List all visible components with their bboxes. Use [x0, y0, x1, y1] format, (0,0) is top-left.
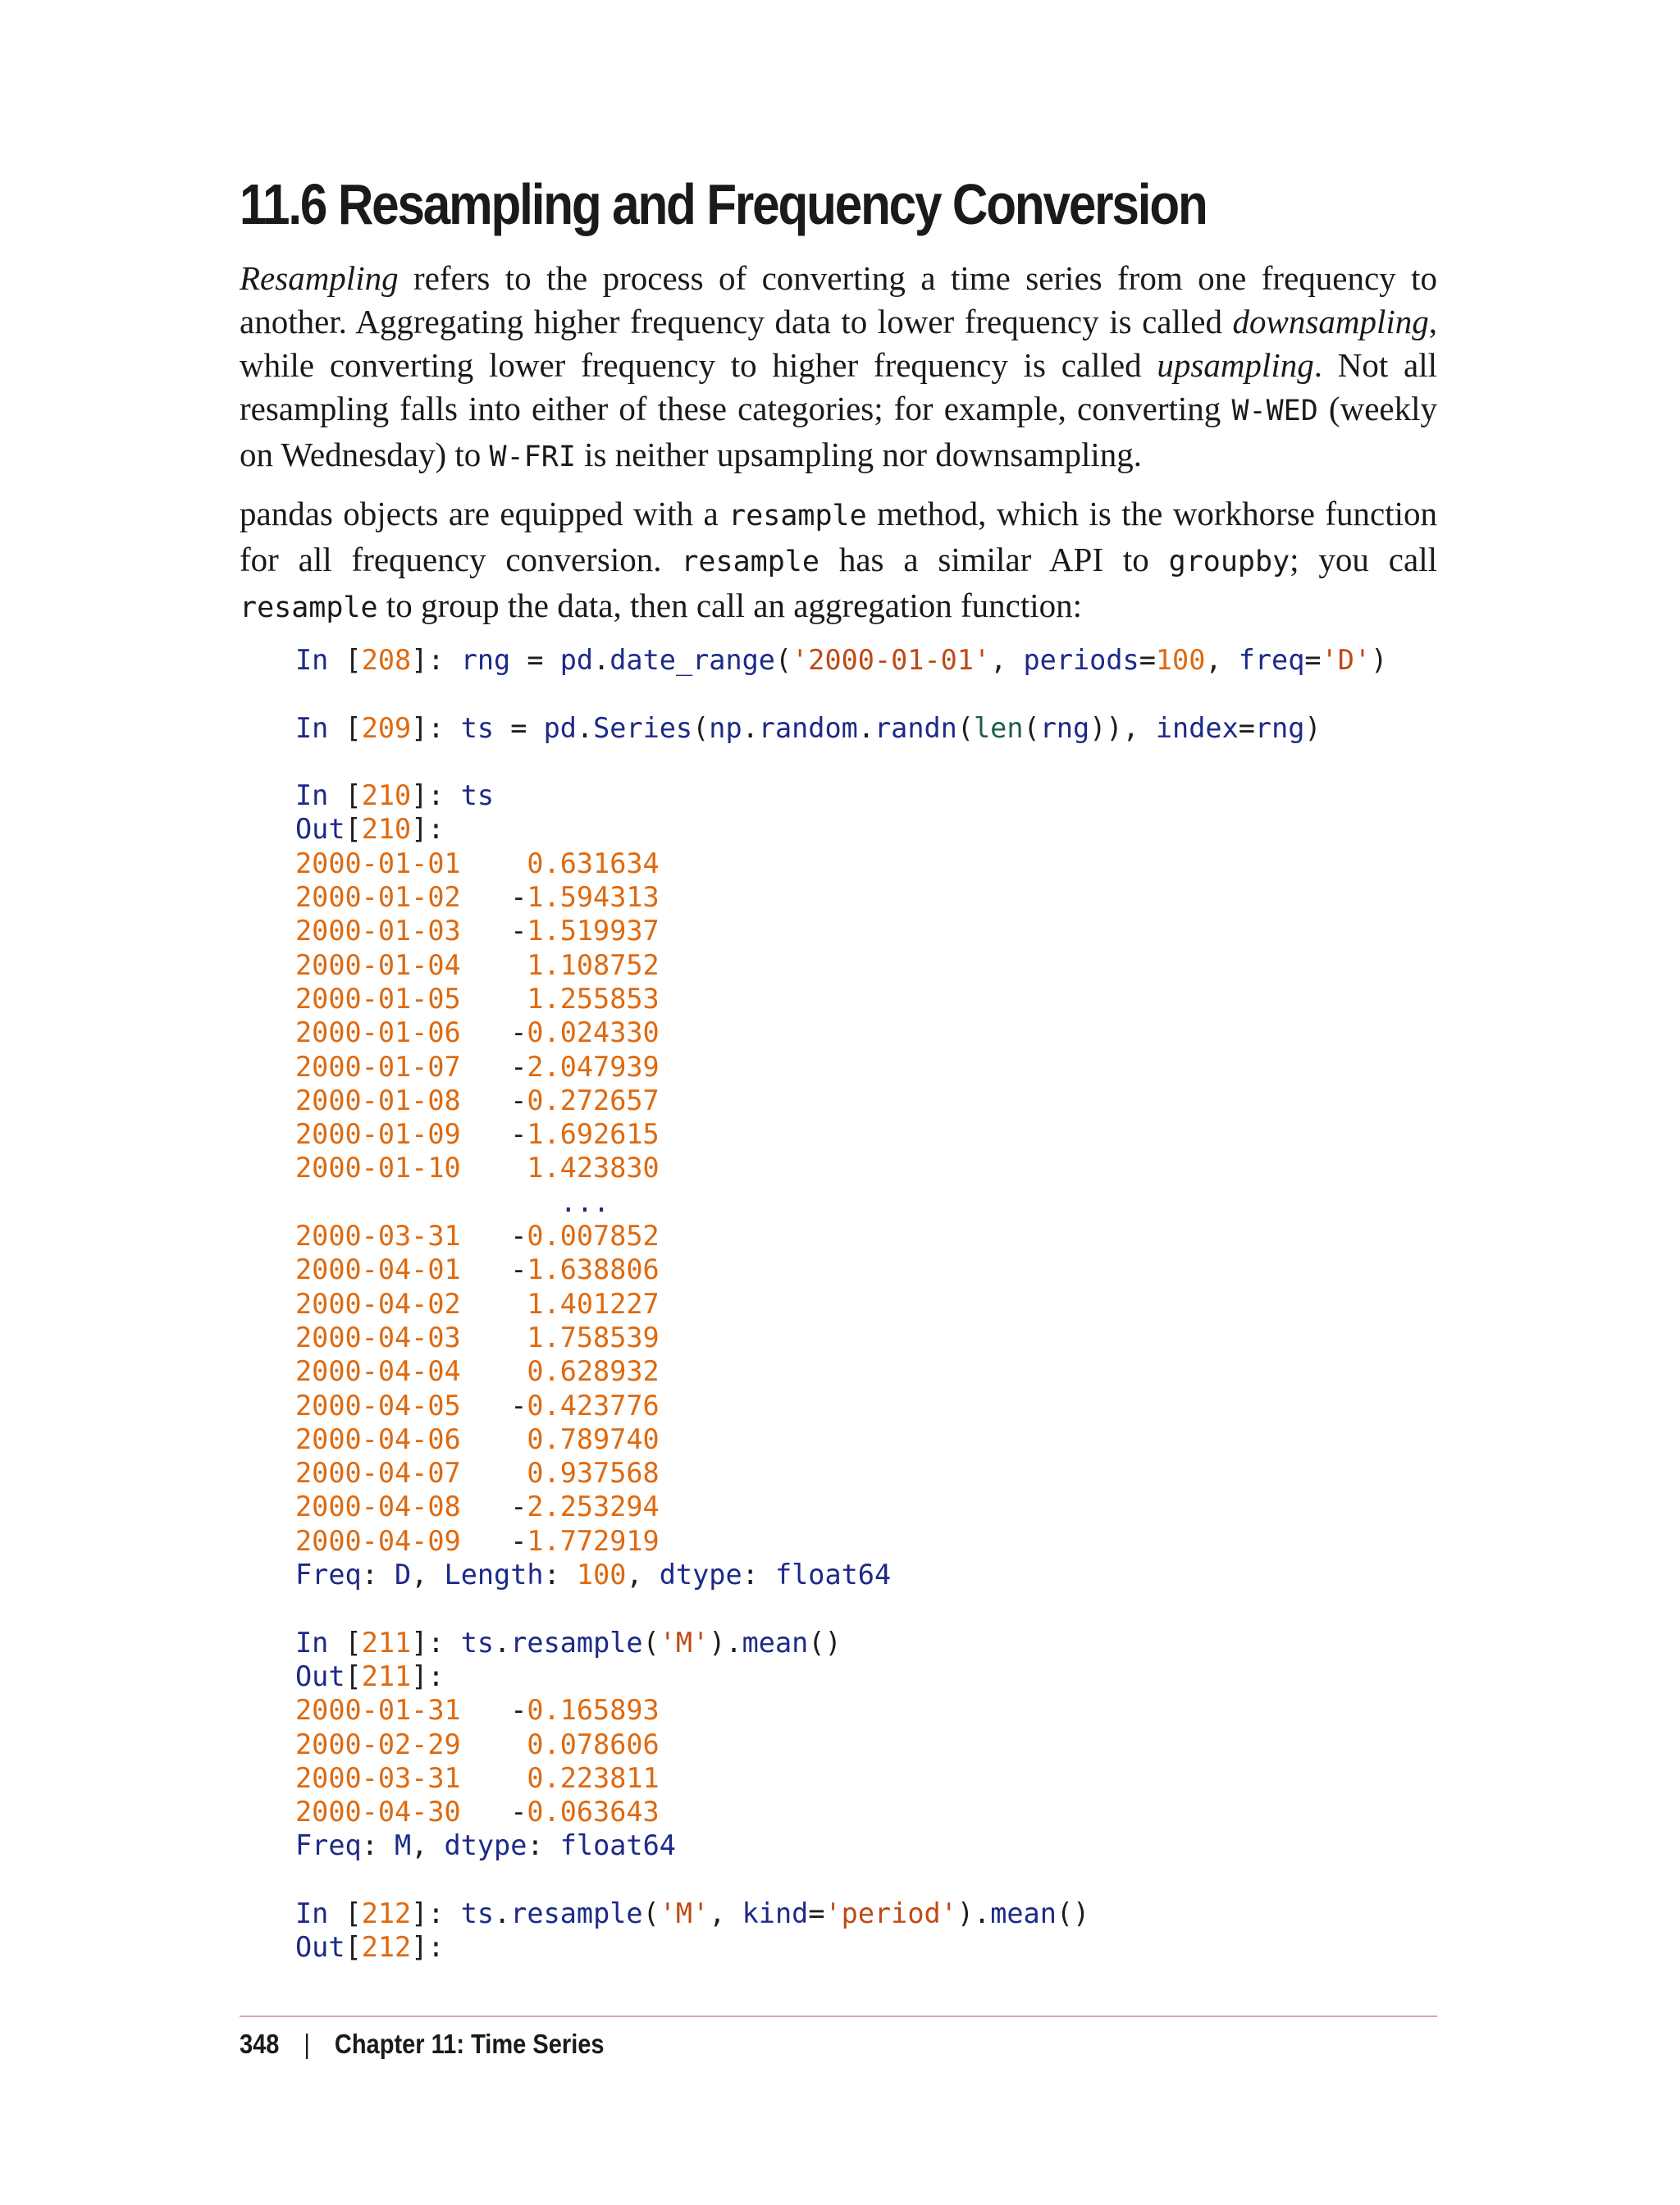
series-date: 2000-01-03: [295, 915, 461, 947]
series-row: [295, 1694, 660, 1726]
series-date: 2000-04-06: [295, 1422, 461, 1455]
series-date: 2000-01-08: [295, 1084, 461, 1116]
series-value: 0.223811: [527, 1761, 660, 1794]
series-row: [295, 949, 660, 981]
series-value: -2.253294: [510, 1491, 660, 1523]
series-row: [295, 1355, 660, 1387]
series-row: [295, 1152, 660, 1184]
series-row: [295, 983, 660, 1015]
series-value: -0.423776: [510, 1389, 660, 1422]
series-date: 2000-01-06: [295, 1016, 461, 1049]
series-row: [295, 1457, 660, 1489]
series-row: [295, 1288, 660, 1320]
series-row: [295, 915, 660, 947]
term-downsampling: downsampling: [1232, 303, 1429, 340]
series-date: 2000-04-01: [295, 1253, 461, 1286]
series-row: [295, 1016, 660, 1048]
series-date: 2000-01-01: [295, 847, 461, 879]
series-row: [295, 1253, 660, 1285]
inline-code-resample: resample: [728, 500, 867, 532]
series-date: 2000-04-08: [295, 1491, 461, 1523]
series-value: 0.078606: [527, 1728, 660, 1760]
output-series-monthly: [295, 1694, 660, 1828]
series-value: -2.047939: [510, 1050, 660, 1083]
code-line-in-208: In [208]: rng = pd.date_range('2000-01-01', periods=100, freq='D'): [295, 644, 1388, 676]
series-date: 2000-02-29: [295, 1728, 461, 1760]
page-footer: [240, 2025, 605, 2064]
series-value: -0.272657: [510, 1084, 660, 1116]
inline-code-w-fri: W-FRI: [489, 441, 576, 473]
series-date: 2000-01-31: [295, 1694, 461, 1727]
series-value: 0.937568: [527, 1457, 660, 1490]
series-value: -1.594313: [510, 881, 660, 914]
series-value: 1.423830: [527, 1152, 660, 1185]
term-resampling: Resampling: [240, 259, 399, 297]
series-date: 2000-04-03: [295, 1321, 461, 1354]
series-value: -0.063643: [510, 1796, 660, 1828]
series-value: 0.628932: [527, 1355, 660, 1388]
code-line-out-210: Out[210]:: [295, 813, 445, 846]
series-row: [295, 847, 660, 879]
series-date: 2000-01-02: [295, 881, 461, 914]
series-date: 2000-03-31: [295, 1220, 461, 1253]
series-date: 2000-01-07: [295, 1050, 461, 1083]
series-row: [295, 1525, 660, 1557]
series-row: [295, 1220, 660, 1252]
paragraph-resampling-definition: Resampling refers to the process of converting a time series from one frequency to another. Aggregating higher frequency data to lower frequency is called downsampling, while converting lower frequency to higher frequency is called upsampling. Not all resampling falls into either of these categories; for example, converting W-WED (weekly on Wednesday) to W-FRI is neither upsampling nor downsampling.: [240, 259, 1437, 473]
series-row: [295, 1796, 660, 1828]
inline-code-groupby: groupby: [1168, 546, 1290, 578]
series-date: 2000-01-10: [295, 1152, 461, 1185]
section-heading: 11.6 Resampling and Frequency Conversion: [240, 172, 1207, 236]
paragraph-resample-method: pandas objects are equipped with a resample method, which is the workhorse function for all frequency conversion. resample has a similar API to groupby; you call resample to group the data, then call an aggregation function:: [240, 495, 1437, 624]
chapter-title: Chapter 11: Time Series: [334, 2029, 605, 2059]
series-row: [295, 1491, 660, 1522]
series-date: 2000-04-30: [295, 1796, 461, 1828]
series-value: 1.401227: [527, 1287, 660, 1320]
series-value: -1.772919: [510, 1524, 660, 1557]
series-value: 1.255853: [527, 982, 660, 1015]
inline-code-resample: resample: [681, 546, 819, 578]
series-date: 2000-01-04: [295, 948, 461, 981]
series-ellipsis: ...: [295, 1185, 610, 1218]
series-date: 2000-04-04: [295, 1355, 461, 1388]
series-footer-210: Freq: D, Length: 100, dtype: float64: [295, 1559, 892, 1591]
series-value: 0.789740: [527, 1422, 660, 1455]
inline-code-w-wed: W-WED: [1231, 395, 1318, 427]
series-date: 2000-01-05: [295, 982, 461, 1015]
series-date: 2000-04-02: [295, 1287, 461, 1320]
series-row: [295, 1084, 660, 1116]
series-row: [295, 881, 660, 913]
output-series-daily: [295, 847, 660, 1557]
series-value: -1.692615: [510, 1118, 660, 1151]
series-value: 0.631634: [527, 847, 660, 879]
series-row: [295, 1728, 660, 1760]
series-row: [295, 1423, 660, 1455]
series-row: [295, 1390, 660, 1422]
term-upsampling: upsampling: [1157, 346, 1314, 384]
series-row: [295, 1762, 660, 1794]
code-line-in-211: In [211]: ts.resample('M').mean(): [295, 1626, 842, 1659]
code-line-in-209: In [209]: ts = pd.Series(np.random.randn(len(rng)), index=rng): [295, 711, 1322, 744]
series-date: 2000-04-07: [295, 1457, 461, 1490]
series-row: [295, 1322, 660, 1354]
series-date: 2000-03-31: [295, 1761, 461, 1794]
series-value: -0.007852: [510, 1220, 660, 1253]
footer-separator: |: [304, 2029, 310, 2059]
series-row: [295, 1051, 660, 1083]
series-value: 1.108752: [527, 948, 660, 981]
footer-divider: [240, 2016, 1437, 2017]
page-number: 348: [240, 2029, 280, 2059]
code-line-out-212: Out[212]:: [295, 1931, 445, 1964]
series-footer-211: Freq: M, dtype: float64: [295, 1829, 676, 1862]
series-date: 2000-04-05: [295, 1389, 461, 1422]
code-line-out-211: Out[211]:: [295, 1659, 445, 1692]
code-line-in-210: In [210]: ts: [295, 779, 495, 812]
code-listing: [295, 643, 1387, 1965]
series-value: 1.758539: [527, 1321, 660, 1354]
inline-code-resample: resample: [240, 591, 378, 624]
series-date: 2000-01-09: [295, 1118, 461, 1151]
series-value: -1.638806: [510, 1253, 660, 1286]
series-value: -1.519937: [510, 915, 660, 947]
series-date: 2000-04-09: [295, 1524, 461, 1557]
series-value: -0.024330: [510, 1016, 660, 1049]
series-row: [295, 1118, 660, 1150]
code-line-in-212: In [212]: ts.resample('M', kind='period').mean(): [295, 1897, 1090, 1929]
series-value: -0.165893: [510, 1694, 660, 1727]
